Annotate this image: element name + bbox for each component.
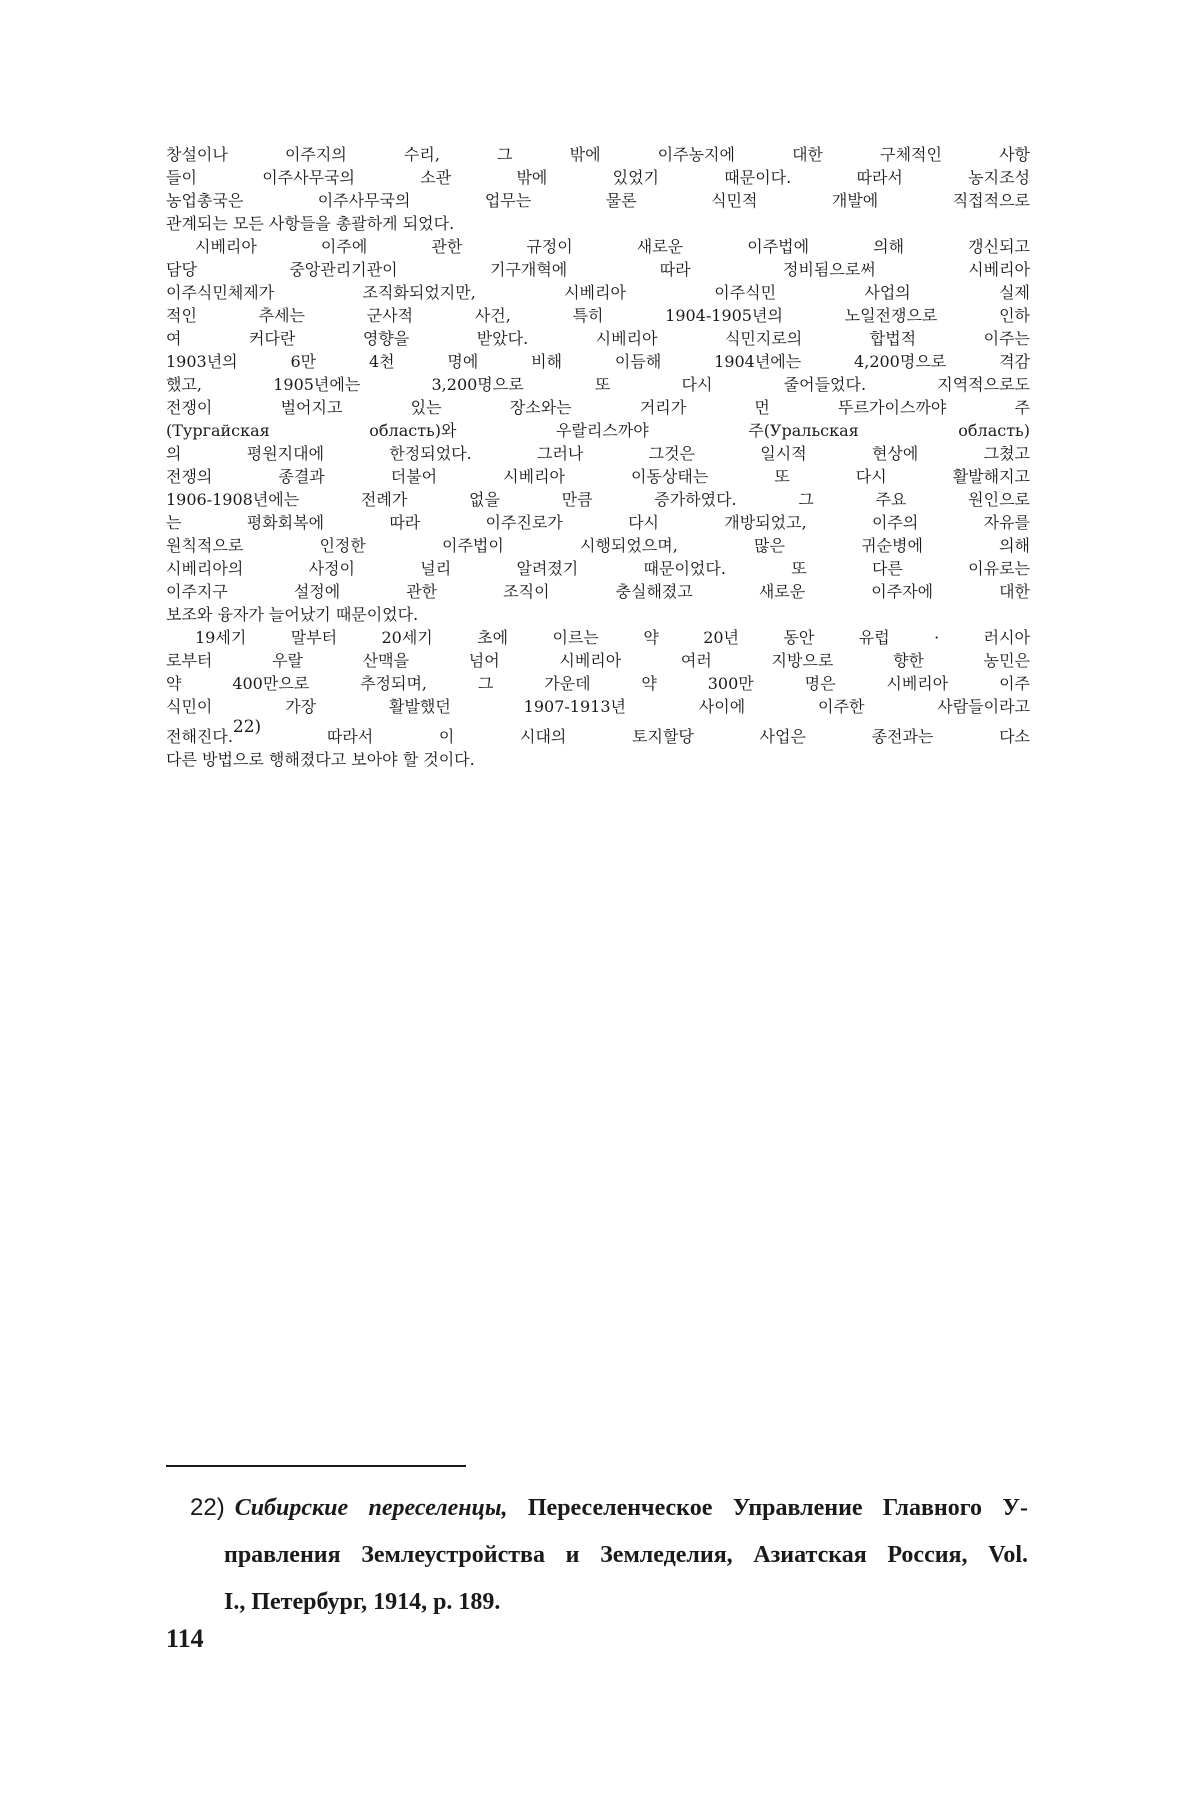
footnote-line: правления Землеустройства и Земледелия, Азиатская Россия, Vol. bbox=[224, 1542, 1028, 1568]
text-line: 농업총국은 이주사무국의 업무는 물론 식민적 개발에 직접적으로 bbox=[166, 191, 1030, 210]
text-line: 식민이 가장 활발했던 1907-1913년 사이에 이주한 사람들이라고 bbox=[166, 697, 1030, 716]
footnote-marker: 22) bbox=[190, 1494, 225, 1521]
text-segment: 따라서 이 시대의 토지할당 사업은 종전과는 다소 bbox=[261, 727, 1030, 746]
text-line: 이주식민체제가 조직화되었지만, 시베리아 이주식민 사업의 실제 bbox=[166, 283, 1030, 302]
text-segment: 전해진다. bbox=[166, 727, 233, 746]
text-line-with-footnote-ref bbox=[166, 717, 1030, 747]
text-line: 다른 방법으로 행해졌다고 보아야 할 것이다. bbox=[166, 750, 475, 769]
text-line: 담당 중앙관리기관이 기구개혁에 따라 정비됨으로써 시베리아 bbox=[166, 260, 1030, 279]
text-line: 약 400만으로 추정되며, 그 가운데 약 300만 명은 시베리아 이주 bbox=[166, 674, 1030, 693]
footnote-text: Переселенческое Управление Главного У- bbox=[507, 1495, 1028, 1521]
text-line: 적인 추세는 군사적 사건, 특히 1904-1905년의 노일전쟁으로 인하 bbox=[166, 306, 1030, 325]
text-line: 로부터 우랄 산맥을 넘어 시베리아 여러 지방으로 향한 농민은 bbox=[166, 651, 1030, 670]
page-number: 114 bbox=[166, 1624, 204, 1653]
text-line: 전쟁이 벌어지고 있는 장소와는 거리가 먼 뚜르가이스까야 주 bbox=[166, 398, 1030, 417]
body-text bbox=[166, 142, 1030, 770]
text-line: 1906-1908년에는 전례가 없을 만큼 증가하였다. 그 주요 원인으로 bbox=[166, 490, 1030, 509]
text-line: 1903년의 6만 4천 명에 비해 이듬해 1904년에는 4,200명으로 격감 bbox=[166, 352, 1030, 371]
text-line: 19세기 말부터 20세기 초에 이르는 약 20년 동안 유럽 · 러시아 bbox=[195, 628, 1030, 647]
footnote-line: I., Петербург, 1914, p. 189. bbox=[224, 1589, 501, 1615]
footnote bbox=[190, 1484, 1028, 1626]
text-line: (Тургайская область)와 우랄리스까야 주(Уральская область) bbox=[166, 421, 1030, 440]
footnote-source-title: Сибирские переселенцы, bbox=[234, 1495, 508, 1521]
footnote-reference[interactable]: 22) bbox=[232, 717, 262, 737]
text-line: 원칙적으로 인정한 이주법이 시행되었으며, 많은 귀순병에 의해 bbox=[166, 536, 1030, 555]
text-line: 창설이나 이주지의 수리, 그 밖에 이주농지에 대한 구체적인 사항 bbox=[166, 145, 1030, 164]
text-line: 시베리아 이주에 관한 규정이 새로운 이주법에 의해 갱신되고 bbox=[195, 237, 1030, 256]
text-line: 보조와 융자가 늘어났기 때문이었다. bbox=[166, 605, 419, 624]
text-line: 전쟁의 종결과 더불어 시베리아 이동상태는 또 다시 활발해지고 bbox=[166, 467, 1030, 486]
text-line: 했고, 1905년에는 3,200명으로 또 다시 줄어들었다. 지역적으로도 bbox=[166, 375, 1030, 394]
text-line: 들이 이주사무국의 소관 밖에 있었기 때문이다. 따라서 농지조성 bbox=[166, 168, 1030, 187]
text-line: 이주지구 설정에 관한 조직이 충실해졌고 새로운 이주자에 대한 bbox=[166, 582, 1030, 601]
text-line: 는 평화회복에 따라 이주진로가 다시 개방되었고, 이주의 자유를 bbox=[166, 513, 1030, 532]
footnote-divider bbox=[166, 1465, 466, 1467]
text-line: 의 평원지대에 한정되었다. 그러나 그것은 일시적 현상에 그쳤고 bbox=[166, 444, 1030, 463]
footnote-line bbox=[190, 1484, 1028, 1532]
text-line: 여 커다란 영향을 받았다. 시베리아 식민지로의 합법적 이주는 bbox=[166, 329, 1030, 348]
text-line: 시베리아의 사정이 널리 알려졌기 때문이었다. 또 다른 이유로는 bbox=[166, 559, 1030, 578]
text-line: 관계되는 모든 사항들을 총괄하게 되었다. bbox=[166, 214, 455, 233]
